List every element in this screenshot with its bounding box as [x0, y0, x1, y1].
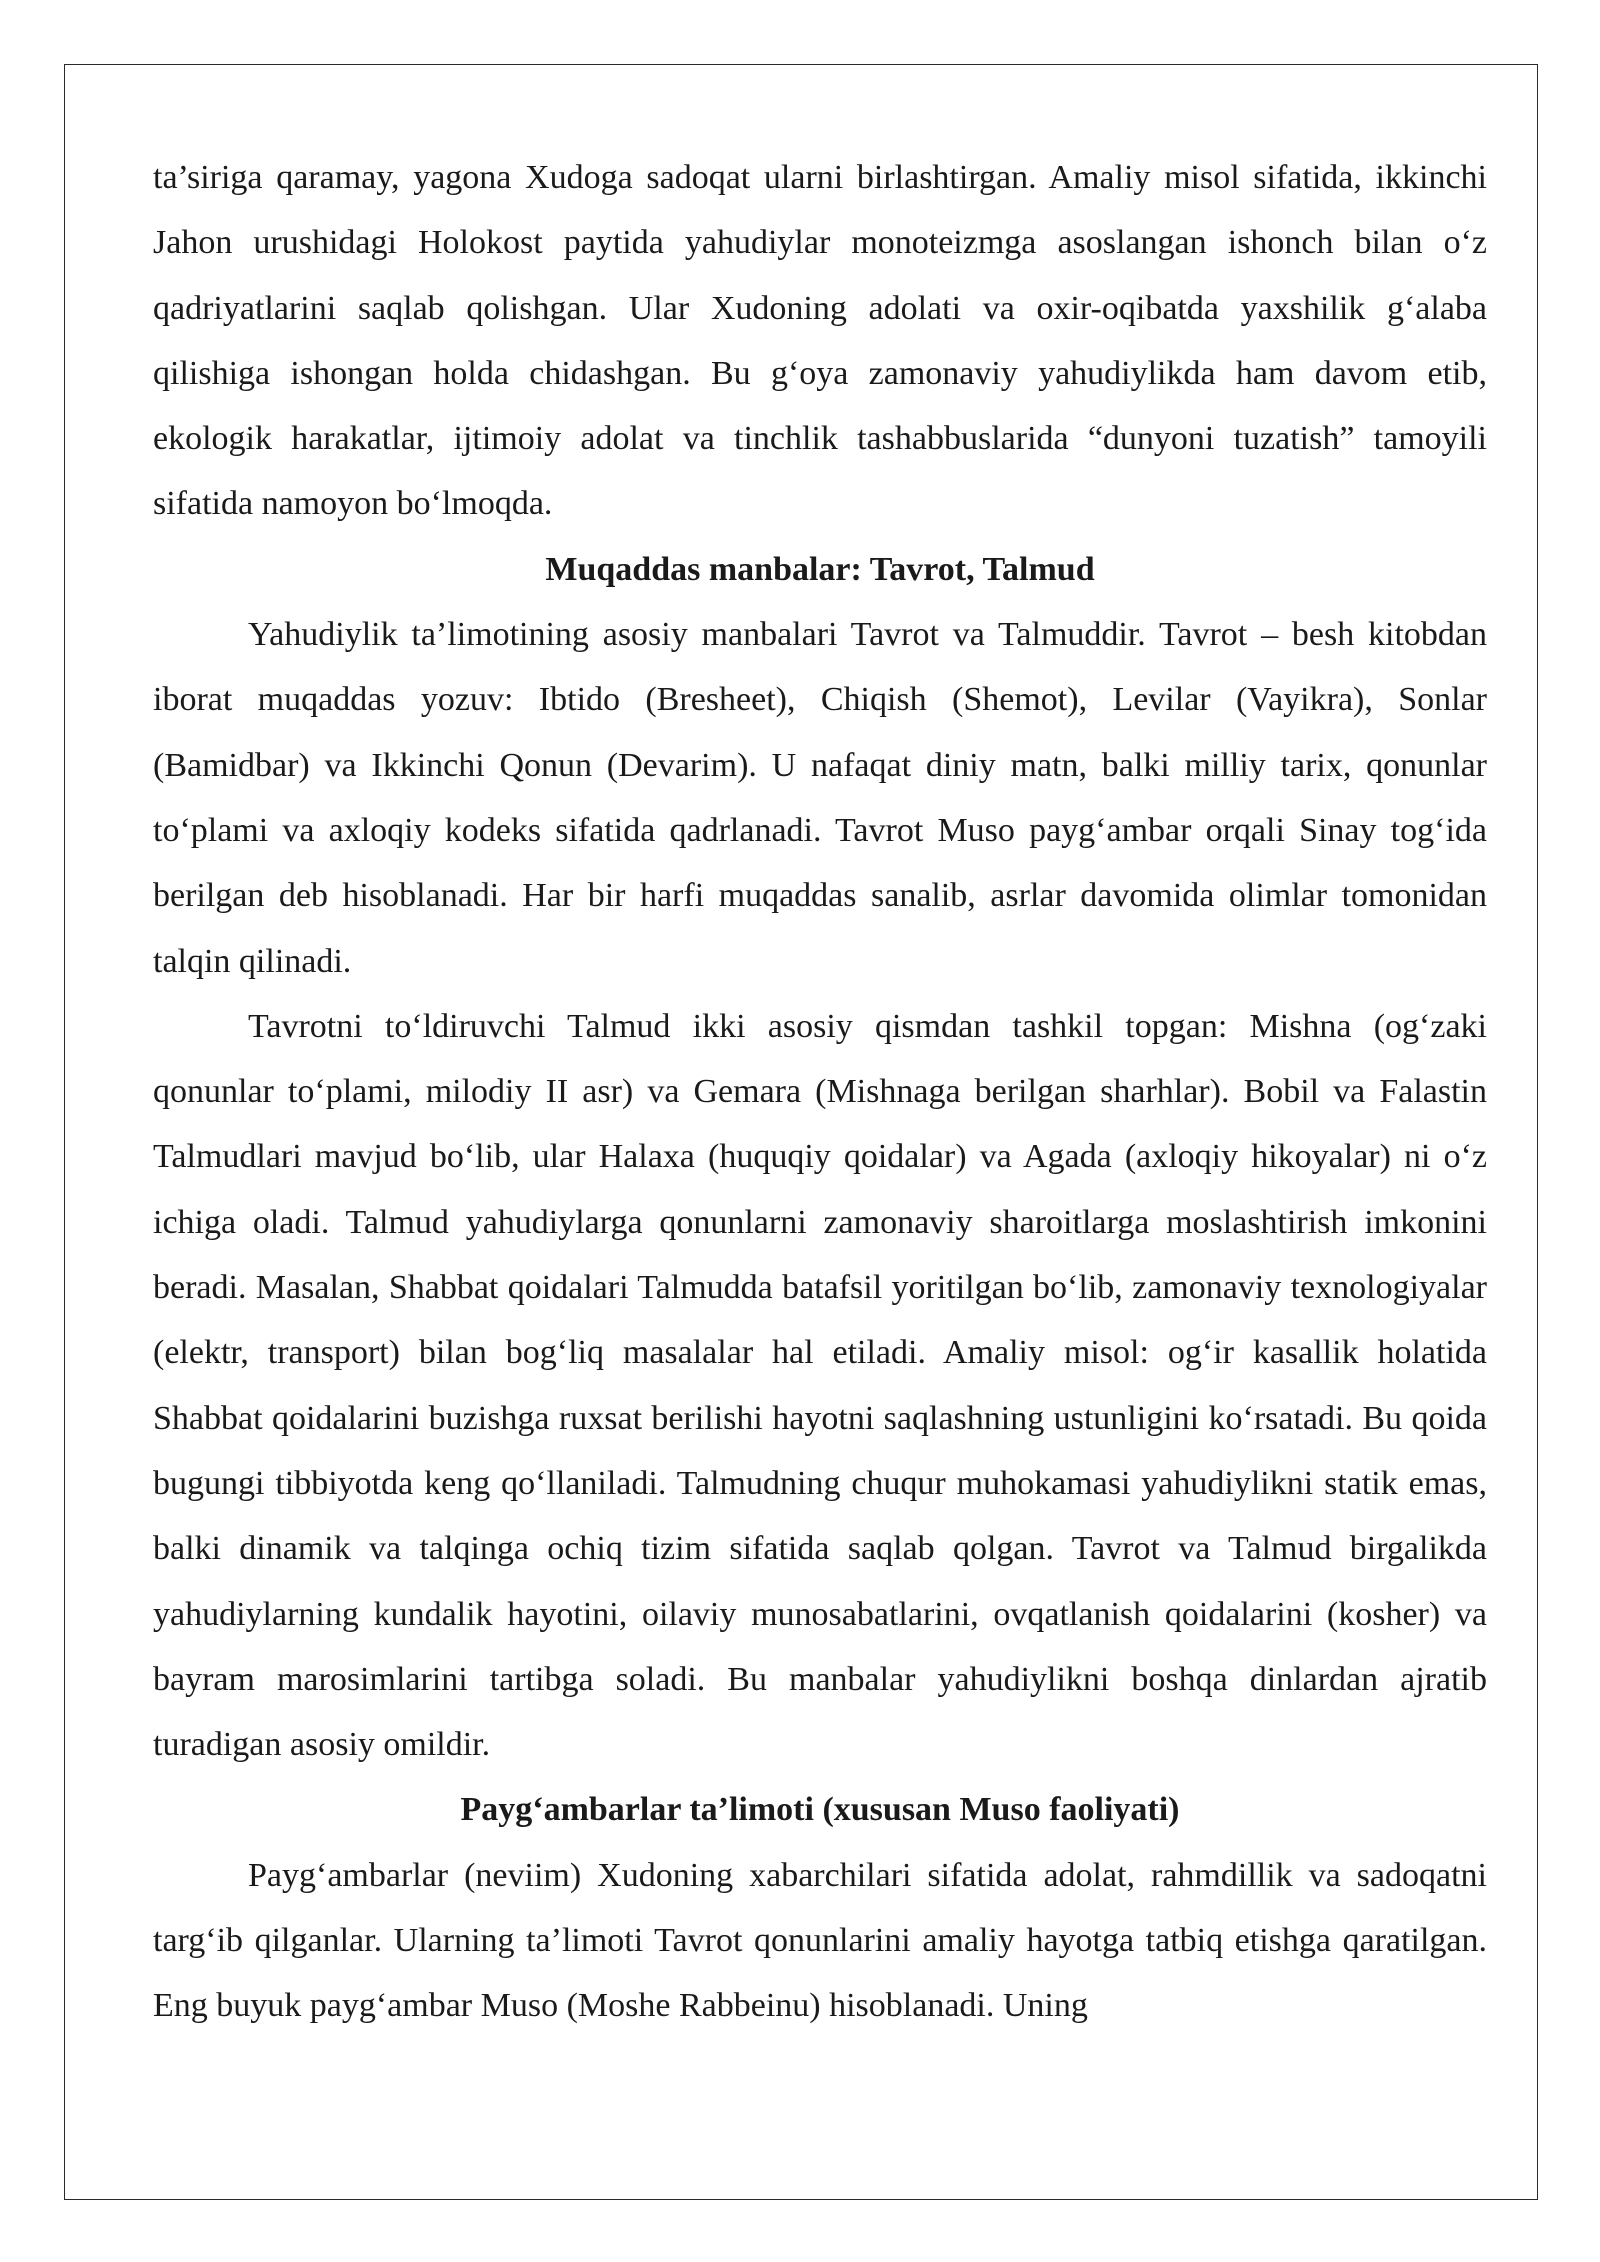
- paragraph-monotheism-continuation: ta’siriga qaramay, yagona Xudoga sadoqat ularni birlashtirgan. Amaliy misol sifatida, ikkinchi Jahon urushidagi Holokost paytida yahudiylar monoteizmga asoslangan ishonch bilan o‘z qadriyatlarini saqlab qolishgan. Ular Xudoning adolati va oxir-oqibatda yaxshilik g‘alaba qilishiga ishongan holda chidashgan. Bu g‘oya zamonaviy yahudiylikda ham davom etib, ekologik harakatlar, ijtimoiy adolat va tinchlik tashabbuslarida “dunyoni tuzatish” tamoyili sifatida namoyon bo‘lmoqda.: [153, 159, 1487, 523]
- paragraph-tavrot: Yahudiylik ta’limotining asosiy manbalari Tavrot va Talmuddir. Tavrot – besh kitobdan iborat muqaddas yozuv: Ibtido (Bresheet), Chiqish (Shemot), Levilar (Vayikra), Sonlar (Bamidbar) va Ikkinchi Qonun (Devarim). U nafaqat diniy matn, balki milliy tarix, qonunlar to‘plami va axloqiy kodeks sifatida qadrlanadi. Tavrot Muso payg‘ambar orqali Sinay tog‘ida berilgan deb hisoblanadi. Har bir harfi muqaddas sanalib, asrlar davomida olimlar tomonidan talqin qilinadi.: [153, 616, 1487, 980]
- document-body: [153, 145, 1487, 2039]
- paragraph-prophets: Payg‘ambarlar (neviim) Xudoning xabarchilari sifatida adolat, rahmdillik va sadoqatni targ‘ib qilganlar. Ularning ta’limoti Tavrot qonunlarini amaliy hayotga tatbiq etishga qaratilgan. Eng buyuk payg‘ambar Muso (Moshe Rabbeinu) hisoblanadi. Uning: [153, 1856, 1487, 2025]
- paragraph-talmud: Tavrotni to‘ldiruvchi Talmud ikki asosiy qismdan tashkil topgan: Mishna (og‘zaki qonunlar to‘plami, milodiy II asr) va Gemara (Mishnaga berilgan sharhlar). Bobil va Falastin Talmudlari mavjud bo‘lib, ular Halaxa (huquqiy qoidalar) va Agada (axloqiy hikoyalar) ni o‘z ichiga oladi. Talmud yahudiylarga qonunlarni zamonaviy sharoitlarga moslashtirish imkonini beradi. Masalan, Shabbat qoidalari Talmudda batafsil yoritilgan bo‘lib, zamonaviy texnologiyalar (elektr, transport) bilan bog‘liq masalalar hal etiladi. Amaliy misol: og‘ir kasallik holatida Shabbat qoidalarini buzishga ruxsat berilishi hayotni saqlashning ustunligini ko‘rsatadi. Bu qoida bugungi tibbiyotda keng qo‘llaniladi. Talmudning chuqur muhokamasi yahudiylikni statik emas, balki dinamik va talqinga ochiq tizim sifatida saqlab qolgan. Tavrot va Talmud birgalikda yahudiylarning kundalik hayotini, oilaviy munosabatlarini, ovqatlanish qoidalarini (kosher) va bayram marosimlarini tartibga soladi. Bu manbalar yahudiylikni boshqa dinlardan ajratib turadigan asosiy omildir.: [153, 1007, 1487, 1764]
- heading-prophets-teaching: Payg‘ambarlar ta’limoti (xususan Muso faoliyati): [460, 1791, 1180, 1829]
- heading-sacred-sources: Muqaddas manbalar: Tavrot, Talmud: [545, 550, 1095, 588]
